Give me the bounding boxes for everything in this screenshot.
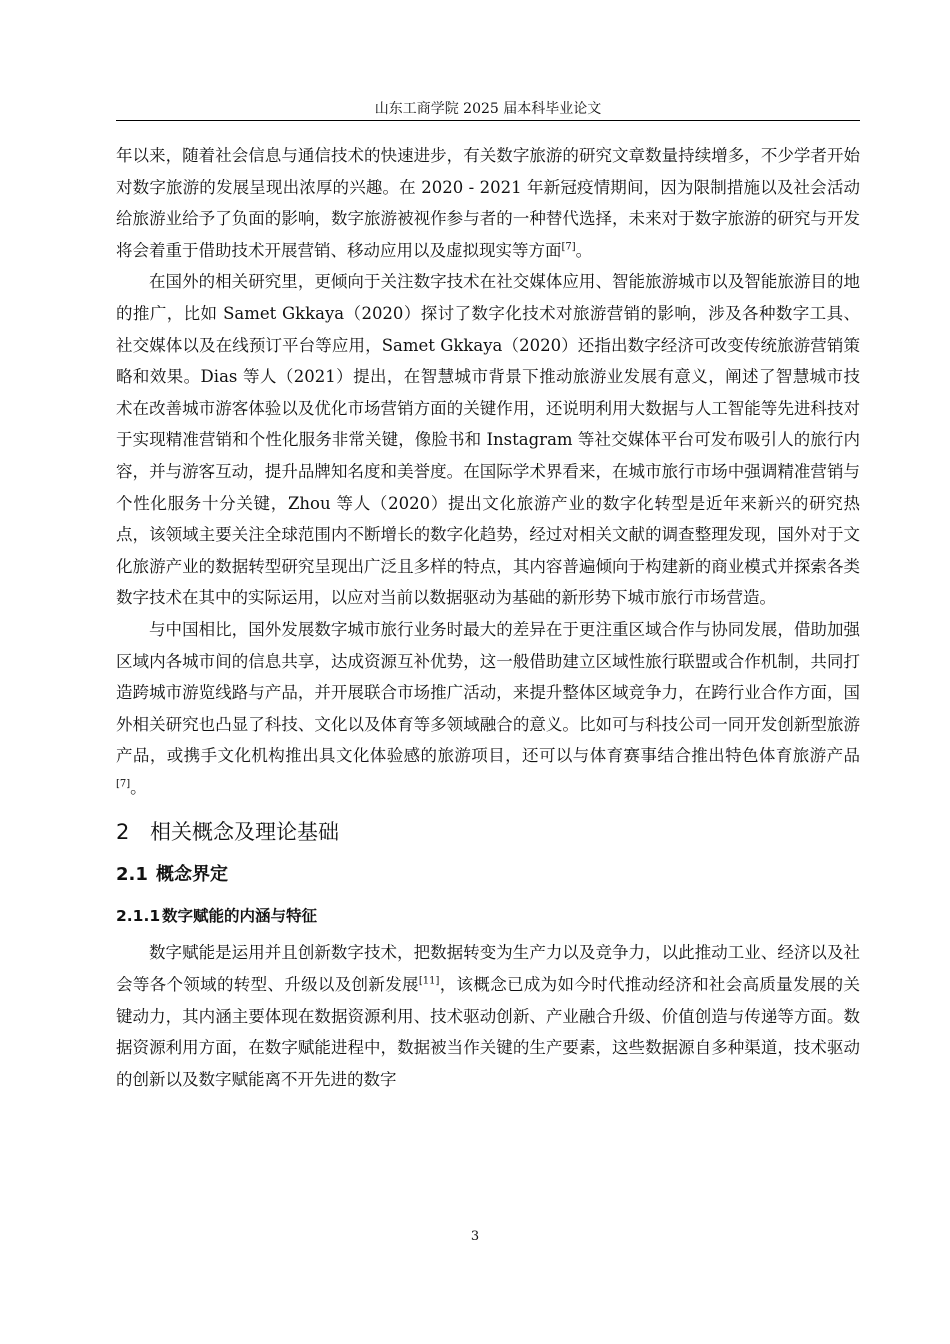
running-header: 山东工商学院 2025 届本科毕业论文 [374,101,602,117]
section-heading-2 [116,815,860,849]
paragraph-3 [116,614,860,804]
paragraph-text: 与中国相比，国外发展数字城市旅行业务时最大的差异在于更注重区域合作与协同发展，借助加强区域内各城市间的信息共享，达成资源互补优势，这一般借助建立区域性旅行联盟或合作机制，共同打造跨城市游览线路与产品，并开展联合市场推广活动，来提升整体区域竞争力，在跨行业合作方面，国外相关研究也凸显了科技、文化以及体育等多领域融合的意义。比如可与科技公司一同开发创新型旅游产品，或携手文化机构推出具文化体验感的旅游项目，还可以与体育赛事结合推出特色体育旅游产品 [116,619,860,766]
paragraph-2 [116,266,860,614]
paragraph-tail: 。 [575,240,593,260]
paragraph-1 [116,140,860,266]
paragraph-text: 年以来，随着社会信息与通信技术的快速进步，有关数字旅游的研究文章数量持续增多，不少学者开始对数字旅游的发展呈现出浓厚的兴趣。在 2020 - 2021 年新冠疫情期间，因为限制措施以及社会活动给旅游业给予了负面的影响，数字旅游被视作参与者的一种替代选择，未来对于数字旅游的研究与开发将会着重于借助技术开展营销、移动应用以及虚拟现实等方面 [116,146,860,260]
paragraph-text: 数字赋能是运用并且创新数字技术，把数据转变为生产力以及竞争力，以此推动工业、经济以及社会等各个领域的转型、升级以及创新发展 [116,943,860,995]
section-number: 2 [116,820,130,845]
body-text [116,140,860,1095]
subsubsection-title: 数字赋能的内涵与特征 [162,907,318,926]
citation: [7] [116,778,131,790]
page-number: 3 [470,1229,480,1244]
paragraph-tail: ，该概念已成为如今时代推动经济和社会高质量发展的关键动力，其内涵主要体现在数据资源利用、技术驱动创新、产业融合升级、价值创造与传递等方面。数据资源利用方面，在数字赋能进程中，数据被当作关键的生产要素，这些数据源自多种渠道，技术驱动的创新以及数字赋能离不开先进的数字 [116,975,861,1089]
section-title: 相关概念及理论基础 [150,820,339,845]
paragraph-4 [116,937,860,1095]
subsection-heading-2-1 [116,859,860,891]
citation: [11] [418,975,440,987]
paragraph-tail: 。 [130,777,147,797]
subsubsection-heading-2-1-1 [116,901,860,931]
paragraph-text: 在国外的相关研究里，更倾向于关注数字技术在社交媒体应用、智能旅游城市以及智能旅游目的地的推广，比如 Samet Gkkaya（2020）探讨了数字化技术对旅游营销的影响，涉及各种数字工具、社交媒体以及在线预订平台等应用，Samet Gkkaya（2020）还指出数字经济可改变传统旅游营销策略和效果。Dias 等人（2021）提出，在智慧城市背景下推动旅游业发展有意义，阐述了智慧城市技术在改善城市游客体验以及优化市场营销方面的关键作用，还说明利用大数据与人工智能等先进科技对于实现精准营销和个性化服务非常关键，像脸书和 Instagram 等社交媒体平台可发布吸引人的旅行内容，并与游客互动，提升品牌知名度和美誉度。在国际学术界看来，在城市旅行市场中强调精准营销与个性化服务十分关键，Zhou 等人（2020）提出文化旅游产业的数字化转型是近年来新兴的研究热点，该领域主要关注全球范围内不断增长的数字化趋势，经过对相关文献的调查整理发现，国外对于文化旅游产业的数据转型研究呈现出广泛且多样的特点，其内容普遍倾向于构建新的商业模式并探索各类数字技术在其中的实际运用，以应对当前以数据驱动为基础的新形势下城市旅行市场营造。 [116,272,860,608]
subsubsection-number: 2.1.1 [116,907,161,926]
subsection-number: 2.1 [116,864,148,886]
citation: [7] [561,241,576,253]
subsection-title: 概念界定 [156,864,228,886]
header-divider [116,120,860,121]
